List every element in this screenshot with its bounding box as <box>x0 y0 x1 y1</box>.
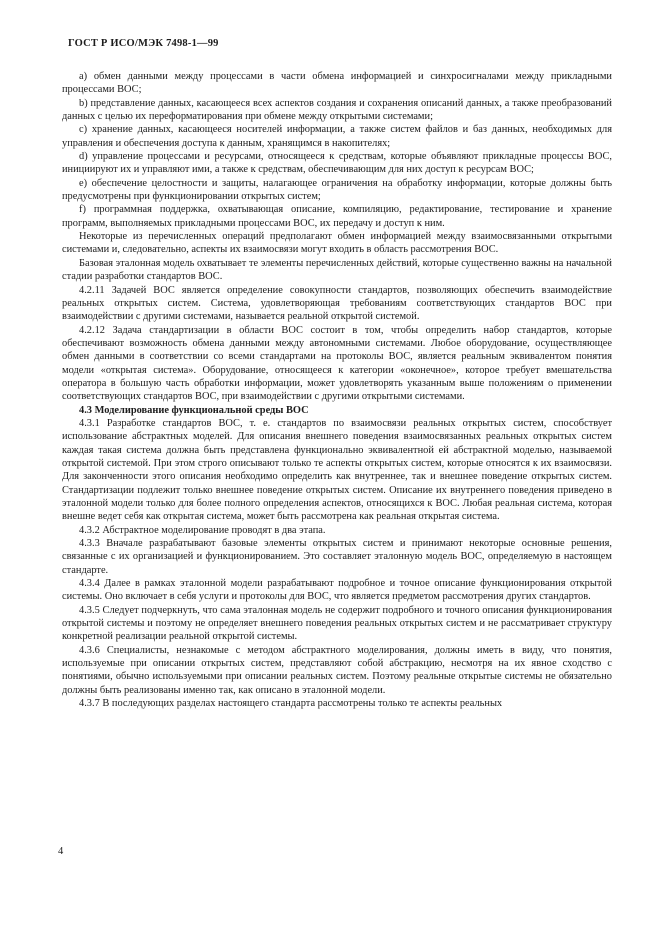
paragraph: 4.3.5 Следует подчеркнуть, что сама эталонная модель не содержит подробного и точного описания функционирования открытой системы и поэтому не определяет внешнего поведения реальных открытых систем и не рассматривает структуру конкретной реализации реальной открытой системы. <box>62 604 612 643</box>
section-heading: 4.3 Моделирование функциональной среды ВОС <box>79 404 309 416</box>
paragraph: d) управление процессами и ресурсами, относящееся к средствам, которые объявляют прикладные процессы ВОС, инициируют их и управляют ими, а также к средствам, обеспечивающим для них доступ к ресурсам ВОС; <box>62 151 612 176</box>
paragraph: 4.3.3 Вначале разрабатывают базовые элементы открытых систем и принимают некоторые основные решения, связанные с их организацией и функционированием. Это составляет эталонную модель ВОС, определяемую в настоящем стандарте. <box>62 538 612 576</box>
paragraph: Базовая эталонная модель охватывает те элементы перечисленных действий, которые существенно важны на начальной стадии разработки стандартов ВОС. <box>62 257 612 283</box>
paragraph: 4.3.7 В последующих разделах настоящего стандарта рассмотрены только те аспекты реальных <box>79 698 503 710</box>
page-number: 4 <box>58 846 64 857</box>
paragraph: 4.3.2 Абстрактное моделирование проводят в два этапа. <box>79 524 326 536</box>
paragraph: f) программная поддержка, охватывающая описание, компиляцию, редактирование, тестирование и хранение программ, выполняемых прикладными процессами ВОС, их передачу и доступ к ним. <box>62 204 612 229</box>
paragraph: 4.3.1 Разработке стандартов ВОС, т. е. стандартов по взаимосвязи реальных открытых систем, способствует использование абстрактных моделей. Для описания внешнего поведения взаимосвязанных реальных открытых систем каждая такая система должна быть представлена функционально эквивалентной ей абстрактной моделью, называемой открытой системой. При этом строго описывают только те аспекты открытых систем, которые относятся к их взаимосвязи. Для законченности этого описания необходимо определить как внутреннее, так и внешнее поведение открытых систем. Стандартизации подлежит только внешнее поведение открытых систем. Описание их внутреннего поведения приведено в эталонной модели только для более полного определения аспектов, относящихся к ВОС. Любая реальная система, которая внешне ведет себя как открытая система, может быть рассмотрена как реальная открытая система. <box>62 417 612 523</box>
paragraph: e) обеспечение целостности и защиты, налагающее ограничения на обработку информации, которые должны быть предусмотрены при функционировании открытых систем; <box>62 177 612 203</box>
paragraph: 4.3.6 Специалисты, незнакомые с методом абстрактного моделирования, должны иметь в виду, что понятия, используемые при описании открытых систем, представляют собой абстракцию, несмотря на их явное сходство с понятиями, обычно используемыми при описании реальных систем. Поэтому реальные открытые системы не обязательно должны быть реализованы именно так, как описано в эталонной модели. <box>62 644 612 696</box>
paragraph: a) обмен данными между процессами в части обмена информацией и синхросигналами между прикладными процессами ВОС; <box>62 71 612 96</box>
document-header: ГОСТ Р ИСО/МЭК 7498-1—99 <box>68 38 219 49</box>
paragraph: 4.2.12 Задача стандартизации в области ВОС состоит в том, чтобы определить набор стандартов, которые обеспечивают возможность обмена данными между автономными системами. Любое оборудование, осуществляющее обмен данными в соответствии со всеми стандартами на протоколы ВОС, является реальным эквивалентом понятия модели «открытая система». Оборудование, относящееся к категории «оконечное», которое требует вмешательства оператора в большую часть обработки информации, может удовлетворять указанным выше положениям о применении соответствующих стандартов ВОС, при взаимодействии с другими открытыми системами. <box>62 324 612 403</box>
paragraph: 4.2.11 Задачей ВОС является определение совокупности стандартов, позволяющих обеспечить взаимодействие реальных открытых систем. Система, удовлетворяющая требованиям соответствующих стандартов ВОС при взаимодействии с другими системами, называется реальной открытой системой. <box>62 284 612 323</box>
document-body <box>62 70 612 711</box>
paragraph: Некоторые из перечисленных операций предполагают обмен информацией между взаимосвязанными открытыми системами и, следовательно, аспекты их взаимосвязи могут входить в область рассмотрения ВОС. <box>62 231 612 256</box>
paragraph: b) представление данных, касающееся всех аспектов создания и сохранения описаний данных, а также преобразований данных с целью их переформатирования при обмене между открытыми системами; <box>62 97 612 123</box>
paragraph: c) хранение данных, касающееся носителей информации, а также систем файлов и баз данных, необходимых для управления и обеспечения доступа к данным, хранящимся в накопителях; <box>62 124 612 149</box>
paragraph: 4.3.4 Далее в рамках эталонной модели разрабатывают подробное и точное описание функционирования открытой системы. Оно включает в себя услуги и протоколы для ВОС, что является предметом рассмотрения других стандартов. <box>62 578 612 603</box>
